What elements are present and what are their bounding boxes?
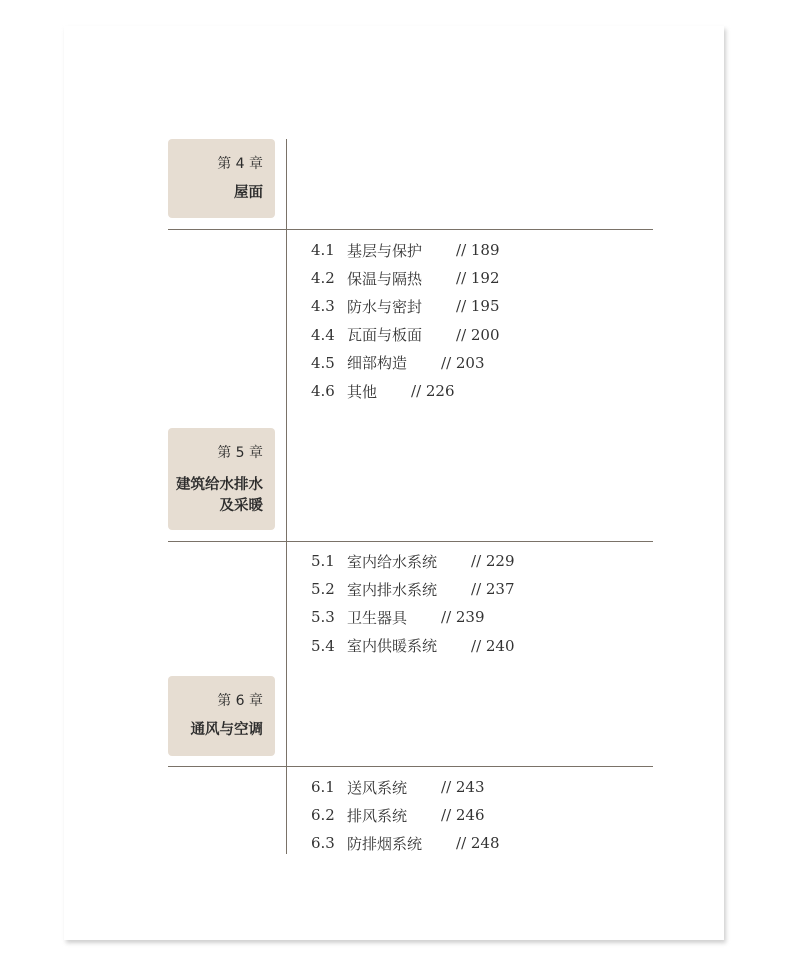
chapter-4-rule — [168, 229, 653, 230]
chapter-4-sections — [311, 236, 500, 405]
toc-entry[interactable]: 5.1 室内给水系统 // 229 — [311, 552, 515, 571]
chapter-4-box — [168, 139, 275, 218]
chapter-5-title-line2: 及采暖 — [219, 498, 263, 514]
toc-entry[interactable]: 6.3 防排烟系统 // 248 — [311, 834, 500, 853]
toc-entry[interactable]: 6.1 送风系统 // 243 — [311, 778, 485, 797]
chapter-5-sections — [311, 547, 515, 660]
toc-page — [64, 26, 724, 940]
toc-entry[interactable]: 4.5 细部构造 // 203 — [311, 353, 485, 373]
chapter-4-title: 屋面 — [234, 185, 263, 201]
toc-entry[interactable]: 4.2 保温与隔热 // 192 — [311, 269, 500, 288]
toc-entry[interactable]: 5.3 卫生器具 // 239 — [311, 608, 485, 627]
toc-entry[interactable]: 4.6 其他 // 226 — [311, 382, 455, 401]
toc-entry[interactable]: 5.2 室内排水系统 // 237 — [311, 580, 515, 599]
chapter-6-rule — [168, 766, 653, 767]
toc-entry[interactable]: 6.2 排风系统 // 246 — [311, 806, 485, 825]
vertical-divider — [286, 139, 287, 854]
chapter-5-box — [168, 428, 275, 530]
toc-entry[interactable]: 4.1 基层与保护 // 189 — [311, 241, 500, 260]
chapter-5-number: 第 5 章 — [217, 445, 263, 461]
toc-entry[interactable]: 4.3 防水与密封 // 195 — [311, 297, 500, 316]
chapter-5-rule — [168, 541, 653, 542]
chapter-6-sections — [311, 773, 500, 858]
chapter-6-box — [168, 676, 275, 756]
chapter-4-number: 第 4 章 — [217, 156, 263, 172]
chapter-6-number: 第 6 章 — [217, 693, 263, 709]
chapter-5-title-line1: 建筑给水排水 — [176, 477, 263, 493]
chapter-6-title: 通风与空调 — [190, 722, 263, 738]
toc-entry[interactable]: 5.4 室内供暖系统 // 240 — [311, 636, 515, 656]
toc-entry[interactable]: 4.4 瓦面与板面 // 200 — [311, 325, 500, 345]
